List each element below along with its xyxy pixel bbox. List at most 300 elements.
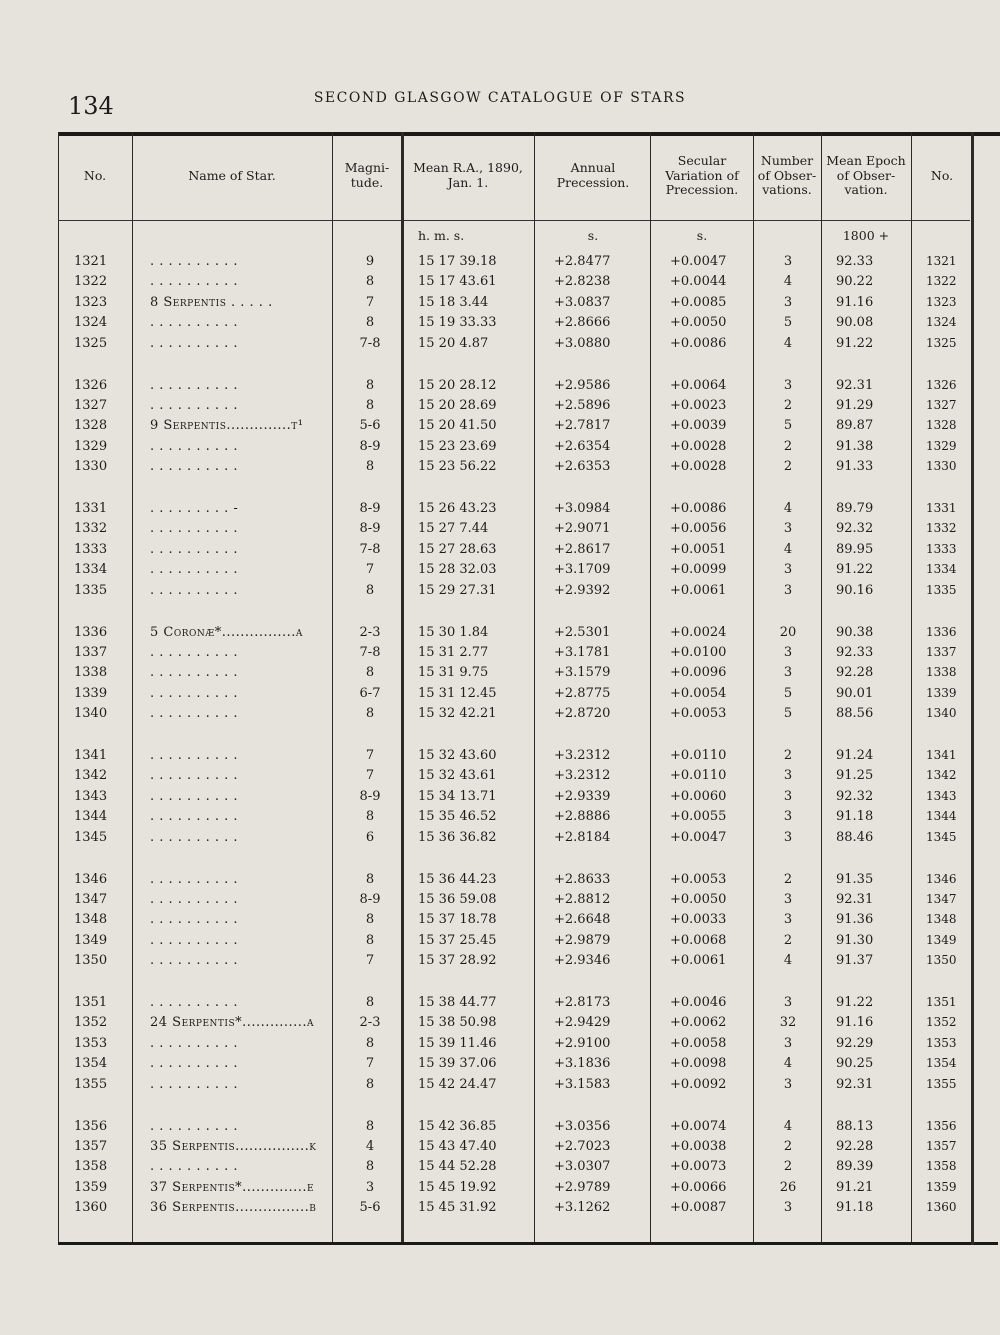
magnitude: 8 [365,377,375,393]
star-name: . . . . . . . . . . [150,254,239,269]
secular-variation: +0.0047 [670,829,727,845]
mean-ra: 15 31 2.77 [418,644,489,660]
annual-precession: +2.9789 [554,1179,611,1195]
mean-ra: 15 27 28.63 [418,541,497,557]
table-row [58,1137,972,1157]
annual-precession: +2.9586 [554,377,611,393]
table-row [58,1157,972,1177]
observation-count: 3 [783,582,793,598]
row-number: 1355 [74,1076,108,1092]
mean-epoch: 90.22 [836,274,874,290]
mean-ra: 15 37 18.78 [418,912,497,928]
annual-precession: +2.8886 [554,809,611,825]
mean-ra: 15 27 7.44 [418,521,489,537]
magnitude: 8 [365,315,375,331]
star-name: 9 Serpentis..............τ¹ [150,418,304,434]
secular-variation: +0.0110 [670,748,727,763]
row-number: 1353 [74,1035,108,1051]
table-row [58,293,972,313]
magnitude: 8-9 [359,438,381,454]
table-row [58,1075,972,1095]
mean-ra: 15 36 36.82 [418,829,497,845]
table-row [58,807,972,827]
row-number: 1352 [74,1015,108,1031]
star-name: . . . . . . . . . . [150,1118,239,1134]
unit-annual: s. [587,228,599,243]
magnitude: 8 [365,1118,375,1134]
star-name: . . . . . . . . . . [150,891,239,907]
row-number: 1338 [74,665,108,681]
star-name: . . . . . . . . . . [150,644,239,660]
row-number-right: 1332 [926,521,957,536]
mean-epoch: 92.29 [836,1035,874,1051]
row-number-right: 1340 [926,706,957,721]
star-name: . . . . . . . . . . [150,685,239,701]
magnitude: 6 [365,829,375,845]
magnitude: 7 [365,768,375,784]
row-number-right: 1352 [926,1015,957,1030]
annual-precession: +2.8173 [554,995,611,1010]
mean-epoch: 91.16 [836,1015,874,1031]
observation-count: 3 [783,891,793,907]
row-number: 1345 [74,829,108,845]
star-name: 24 Serpentis*..............α [150,1015,315,1031]
secular-variation: +0.0023 [670,397,727,413]
annual-precession: +2.5896 [554,397,611,413]
mean-epoch: 91.29 [836,397,874,413]
mean-ra: 15 42 36.85 [418,1118,497,1134]
secular-variation: +0.0096 [670,665,727,681]
mean-epoch: 91.36 [836,912,874,928]
mean-epoch: 89.79 [836,501,874,516]
star-name: . . . . . . . . . . [150,871,239,887]
magnitude: 7-8 [359,335,381,351]
table-row [58,993,972,1013]
star-name: . . . . . . . . . . [150,562,239,578]
row-number-right: 1359 [926,1179,957,1194]
table-row [58,540,972,560]
table-row [58,704,972,724]
mean-epoch: 92.31 [836,377,874,393]
magnitude: 5-6 [359,1200,381,1216]
annual-precession: +2.9339 [554,788,611,804]
observation-count: 3 [783,1076,793,1092]
row-number-right: 1329 [926,438,957,453]
secular-variation: +0.0058 [670,1035,727,1051]
table-row [58,376,972,396]
row-number: 1357 [74,1138,108,1154]
mean-ra: 15 17 43.61 [418,274,497,290]
observation-count: 5 [783,315,793,331]
header-no-right: No. [930,167,954,183]
observation-count: 2 [783,871,793,887]
secular-variation: +0.0054 [670,685,727,701]
mean-ra: 15 26 43.23 [418,501,497,516]
star-name: . . . . . . . . . . [150,748,239,763]
mean-epoch: 91.37 [836,953,874,969]
observation-count: 2 [783,748,793,763]
row-number-right: 1344 [926,809,957,824]
mean-epoch: 91.16 [836,294,874,310]
star-name: 35 Serpentis................κ [150,1138,317,1154]
mean-ra: 15 39 37.06 [418,1056,497,1072]
row-number: 1330 [74,459,108,475]
annual-precession: +2.9429 [554,1015,611,1031]
mean-epoch: 89.95 [836,541,874,557]
mean-ra: 15 23 23.69 [418,438,497,454]
magnitude: 5-6 [359,418,381,434]
table-row [58,1198,972,1218]
row-number: 1360 [74,1200,108,1216]
mean-epoch: 91.18 [836,1200,874,1216]
observation-count: 4 [783,541,793,557]
observation-count: 2 [783,932,793,948]
table-row [58,581,972,601]
table-row [58,1013,972,1033]
row-number: 1343 [74,788,108,804]
secular-variation: +0.0098 [670,1056,727,1072]
mean-epoch: 92.31 [836,1076,874,1092]
mean-ra: 15 32 43.60 [418,748,497,763]
header-secular: Secular Variation of Precession. [665,152,739,198]
star-name: 36 Serpentis................b [150,1200,317,1216]
table-row [58,437,972,457]
annual-precession: +2.5301 [554,624,611,640]
magnitude: 8 [365,1159,375,1175]
star-name: . . . . . . . . . . [150,315,239,331]
row-number-right: 1342 [926,768,957,783]
mean-ra: 15 36 59.08 [418,891,497,907]
table-row [58,870,972,890]
mean-ra: 15 43 47.40 [418,1138,497,1154]
mean-ra: 15 34 13.71 [418,788,497,804]
header-name: Name of Star. [188,167,276,183]
star-name: . . . . . . . . . . [150,706,239,722]
star-name: 8 Serpentis . . . . . [150,294,273,310]
row-number: 1336 [74,624,108,640]
row-number: 1328 [74,418,108,434]
table-row [58,499,972,519]
magnitude: 7-8 [359,541,381,557]
row-number-right: 1343 [926,788,957,803]
magnitude: 8 [365,1035,375,1051]
magnitude: 3 [365,1179,375,1195]
magnitude: 7 [365,294,375,310]
observation-count: 26 [779,1179,797,1195]
mean-epoch: 91.22 [836,335,874,351]
star-name: . . . . . . . . . . [150,459,239,475]
annual-precession: +2.8477 [554,254,611,269]
row-number-right: 1321 [926,254,957,268]
annual-precession: +2.9879 [554,932,611,948]
row-number: 1327 [74,397,108,413]
mean-epoch: 90.01 [836,685,874,701]
magnitude: 8 [365,706,375,722]
secular-variation: +0.0074 [670,1118,727,1134]
star-name: . . . . . . . . . . [150,768,239,784]
star-name: . . . . . . . . . . [150,932,239,948]
mean-ra: 15 45 31.92 [418,1200,497,1216]
mean-epoch: 91.22 [836,562,874,578]
row-number-right: 1327 [926,397,957,412]
table-row [58,890,972,910]
secular-variation: +0.0053 [670,871,727,887]
header-rule [58,220,970,221]
magnitude: 8-9 [359,521,381,537]
row-number-right: 1354 [926,1056,957,1071]
observation-count: 2 [783,1159,793,1175]
observation-count: 3 [783,665,793,681]
secular-variation: +0.0055 [670,809,727,825]
mean-ra: 15 23 56.22 [418,459,497,475]
header-observations: Number of Obser- vations. [757,152,817,198]
mean-ra: 15 32 43.61 [418,768,497,784]
row-number: 1326 [74,377,108,393]
row-number: 1346 [74,871,108,887]
row-number: 1358 [74,1159,108,1175]
row-number: 1344 [74,809,108,825]
annual-precession: +3.2312 [554,768,611,784]
secular-variation: +0.0039 [670,418,727,434]
annual-precession: +3.0837 [554,294,611,310]
mean-epoch: 91.25 [836,768,874,784]
table-row [58,519,972,539]
annual-precession: +2.8617 [554,541,611,557]
table-row [58,1178,972,1198]
row-number-right: 1349 [926,932,957,947]
mean-ra: 15 29 27.31 [418,582,497,598]
star-name: . . . . . . . . . . [150,274,239,290]
observation-count: 20 [779,624,797,640]
annual-precession: +2.8633 [554,871,611,887]
star-name: . . . . . . . . . . [150,377,239,393]
mean-ra: 15 39 11.46 [418,1035,497,1051]
mean-ra: 15 20 4.87 [418,335,489,351]
mean-epoch: 90.25 [836,1056,874,1072]
row-number-right: 1346 [926,871,957,886]
annual-precession: +2.7817 [554,418,611,434]
observation-count: 4 [783,953,793,969]
row-number-right: 1338 [926,665,957,680]
annual-precession: +3.0984 [554,501,611,516]
annual-precession: +3.0307 [554,1159,611,1175]
star-name: . . . . . . . . . . [150,397,239,413]
mean-epoch: 91.18 [836,809,874,825]
star-name: . . . . . . . . . - [150,501,239,516]
unit-ra: h. m. s. [418,228,465,243]
annual-precession: +3.1781 [554,644,611,660]
unit-secular: s. [696,228,708,243]
row-number-right: 1335 [926,582,957,597]
observation-count: 3 [783,644,793,660]
row-number: 1347 [74,891,108,907]
annual-precession: +3.2312 [554,748,611,763]
mean-epoch: 92.28 [836,1138,874,1154]
magnitude: 7-8 [359,644,381,660]
annual-precession: +3.1262 [554,1200,611,1216]
annual-precession: +2.9100 [554,1035,611,1051]
table-row [58,643,972,663]
star-name: . . . . . . . . . . [150,912,239,928]
magnitude: 8-9 [359,891,381,907]
star-name: . . . . . . . . . . [150,829,239,845]
magnitude: 8 [365,1076,375,1092]
star-name: . . . . . . . . . . [150,521,239,537]
header-epoch: Mean Epoch of Obser- vation. [826,152,906,198]
secular-variation: +0.0046 [670,995,727,1010]
magnitude: 8 [365,932,375,948]
annual-precession: +2.8812 [554,891,611,907]
annual-precession: +2.8238 [554,274,611,290]
row-number: 1321 [74,254,108,269]
secular-variation: +0.0064 [670,377,727,393]
row-number: 1334 [74,562,108,578]
star-name: . . . . . . . . . . [150,788,239,804]
mean-ra: 15 45 19.92 [418,1179,497,1195]
mean-epoch: 91.30 [836,932,874,948]
mean-epoch: 92.28 [836,665,874,681]
observation-count: 3 [783,377,793,393]
row-number: 1335 [74,582,108,598]
table-row [58,252,972,272]
magnitude: 8 [365,274,375,290]
table-row [58,746,972,766]
star-name: 37 Serpentis*..............ε [150,1179,315,1195]
secular-variation: +0.0061 [670,953,727,969]
annual-precession: +2.8184 [554,829,611,845]
mean-epoch: 88.56 [836,706,874,722]
header-magnitude: Magni- tude. [344,160,390,190]
annual-precession: +3.1836 [554,1056,611,1072]
mean-ra: 15 37 25.45 [418,932,497,948]
star-name: . . . . . . . . . . [150,1159,239,1175]
observation-count: 2 [783,459,793,475]
annual-precession: +2.9071 [554,521,611,537]
mean-ra: 15 36 44.23 [418,871,497,887]
observation-count: 3 [783,562,793,578]
magnitude: 8-9 [359,788,381,804]
annual-precession: +3.0880 [554,335,611,351]
observation-count: 5 [783,706,793,722]
row-number-right: 1357 [926,1138,957,1153]
table-row [58,1117,972,1137]
table-row [58,623,972,643]
table-row [58,828,972,848]
row-number-right: 1334 [926,562,957,577]
table-row [58,684,972,704]
row-number-right: 1358 [926,1159,957,1174]
row-number: 1322 [74,274,108,290]
row-number-right: 1328 [926,418,957,433]
secular-variation: +0.0038 [670,1138,727,1154]
annual-precession: +2.7023 [554,1138,611,1154]
star-name: . . . . . . . . . . [150,809,239,825]
mean-ra: 15 37 28.92 [418,953,497,969]
row-number: 1323 [74,294,108,310]
table-row [58,1054,972,1074]
star-name: . . . . . . . . . . [150,953,239,969]
secular-variation: +0.0050 [670,891,727,907]
table-row [58,663,972,683]
magnitude: 2-3 [359,624,381,640]
mean-ra: 15 42 24.47 [418,1076,497,1092]
row-number: 1325 [74,335,108,351]
mean-epoch: 90.16 [836,582,874,598]
table-row [58,787,972,807]
magnitude: 8 [365,459,375,475]
observation-count: 5 [783,418,793,434]
row-number: 1324 [74,315,108,331]
star-name: . . . . . . . . . . [150,582,239,598]
row-number-right: 1326 [926,377,957,392]
secular-variation: +0.0051 [670,541,727,557]
row-number-right: 1331 [926,501,957,515]
row-number: 1339 [74,685,108,701]
annual-precession: +2.6353 [554,459,611,475]
secular-variation: +0.0100 [670,644,727,660]
secular-variation: +0.0028 [670,459,727,475]
row-number-right: 1356 [926,1118,957,1133]
mean-epoch: 92.33 [836,644,874,660]
row-number-right: 1360 [926,1200,957,1215]
row-number-right: 1350 [926,953,957,968]
observation-count: 3 [783,809,793,825]
row-number: 1332 [74,521,108,537]
secular-variation: +0.0028 [670,438,727,454]
secular-variation: +0.0033 [670,912,727,928]
observation-count: 2 [783,1138,793,1154]
observation-count: 3 [783,1035,793,1051]
row-number: 1359 [74,1179,108,1195]
row-number: 1337 [74,644,108,660]
mean-ra: 15 19 33.33 [418,315,497,331]
table-row [58,457,972,477]
mean-ra: 15 20 41.50 [418,418,497,434]
star-name: 5 Coronæ*................α [150,624,303,640]
table-row [58,931,972,951]
magnitude: 8 [365,995,375,1010]
secular-variation: +0.0056 [670,521,727,537]
mean-epoch: 88.46 [836,829,874,845]
page-number: 134 [68,92,114,120]
header-ra: Mean R.A., 1890, Jan. 1. [413,160,523,190]
star-name: . . . . . . . . . . [150,541,239,557]
star-name: . . . . . . . . . . [150,1035,239,1051]
mean-epoch: 92.32 [836,521,874,537]
unit-epoch: 1800 + [842,228,890,243]
row-number: 1333 [74,541,108,557]
mean-ra: 15 44 52.28 [418,1159,497,1175]
secular-variation: +0.0068 [670,932,727,948]
mean-ra: 15 18 3.44 [418,294,489,310]
row-number: 1356 [74,1118,108,1134]
annual-precession: +2.8775 [554,685,611,701]
star-name: . . . . . . . . . . [150,1056,239,1072]
annual-precession: +2.6354 [554,438,611,454]
observation-count: 4 [783,274,793,290]
observation-count: 3 [783,294,793,310]
secular-variation: +0.0086 [670,335,727,351]
mean-epoch: 91.21 [836,1179,874,1195]
row-number-right: 1330 [926,459,957,474]
mean-epoch: 92.33 [836,254,874,269]
observation-count: 3 [783,912,793,928]
mean-epoch: 92.32 [836,788,874,804]
magnitude: 2-3 [359,1015,381,1031]
mean-epoch: 88.13 [836,1118,874,1134]
mean-ra: 15 17 39.18 [418,254,497,269]
mean-ra: 15 28 32.03 [418,562,497,578]
